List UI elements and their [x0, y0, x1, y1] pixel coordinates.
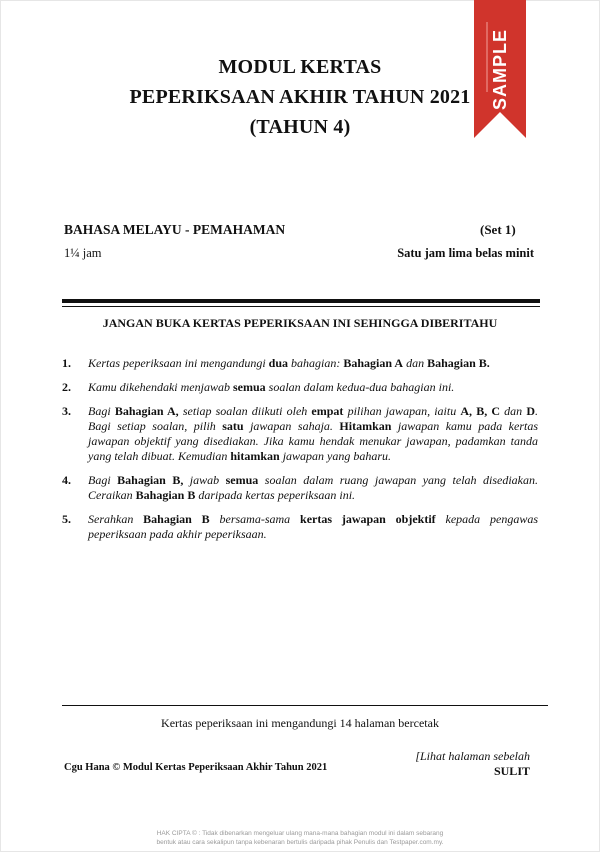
- ribbon-label: SAMPLE: [489, 28, 510, 110]
- exam-duration-words: Satu jam lima belas minit: [397, 246, 534, 260]
- exam-subject: BAHASA MELAYU - PEMAHAMAN: [64, 222, 286, 237]
- exam-set: (Set 1): [480, 222, 516, 237]
- instruction-text: Kertas peperiksaan ini mengandungi dua bahagian: Bahagian A dan Bahagian B.: [88, 356, 490, 370]
- instruction-number: 4.: [62, 473, 71, 487]
- ribbon-label-wrap: [474, 28, 526, 110]
- instruction-item: [62, 473, 538, 503]
- instruction-item: [62, 512, 538, 542]
- instruction-text: Bagi Bahagian A, setiap soalan diikuti oleh empat pilihan jawapan, iaitu A, B, C dan D. Bagi setiap soalan, pilih satu jawapan sahaja. Hitamkan jawapan kamu pada kertas jawapan objektif yang disediakan. Jika kamu hendak menukar jawapan, padamkan tanda yang telah dibuat. Kemudian hitamkan jawapan yang baharu.: [88, 404, 539, 463]
- legal-line-2: bentuk atau cara sekalipun tanpa kebenaran bertulis daripada pihak Penulis dan Testpaper.com.my.: [156, 839, 444, 846]
- title-line-1: MODUL KERTAS: [218, 56, 382, 78]
- sulit-label: SULIT: [493, 764, 530, 778]
- next-page-note: [Lihat halaman sebelah: [415, 749, 530, 763]
- instruction-number: 1.: [62, 356, 71, 370]
- copyright-note: Cgu Hana © Modul Kertas Peperiksaan Akhir Tahun 2021: [64, 762, 328, 773]
- divider-thick: [62, 299, 540, 303]
- instruction-text: Serahkan Bahagian B bersama-sama kertas jawapan objektif kepada pengawas peperiksaan pada akhir peperiksaan.: [88, 512, 538, 541]
- instruction-text: Kamu dikehendaki menjawab semua soalan dalam kedua-dua bahagian ini.: [88, 380, 455, 394]
- instruction-item: [62, 380, 538, 395]
- instruction-text: Bagi Bahagian B, jawab semua soalan dalam ruang jawapan yang telah disediakan. Ceraikan Bahagian B daripada kertas peperiksaan ini.: [88, 473, 538, 502]
- divider-thin: [62, 306, 540, 307]
- instruction-item: [62, 356, 538, 371]
- title-line-3: (TAHUN 4): [249, 116, 351, 138]
- footer-divider: [62, 705, 548, 706]
- legal-notice: [0, 829, 600, 847]
- legal-line-1: HAK CIPTA © : Tidak dibenarkan mengeluar ulang mana-mana bahagian modul ini dalam sebarang: [156, 830, 444, 837]
- instruction-number: 2.: [62, 380, 71, 394]
- instruction-item: [62, 404, 538, 464]
- do-not-open-warning: JANGAN BUKA KERTAS PEPERIKSAAN INI SEHINGGA DIBERITAHU: [102, 316, 498, 330]
- title-line-2: PEPERIKSAAN AKHIR TAHUN 2021: [129, 86, 471, 108]
- instructions-list: [62, 356, 538, 551]
- exam-duration: 1¼ jam: [64, 246, 102, 260]
- instruction-number: 3.: [62, 404, 71, 418]
- page-count-note: Kertas peperiksaan ini mengandungi 14 halaman bercetak: [161, 716, 439, 730]
- instruction-number: 5.: [62, 512, 71, 526]
